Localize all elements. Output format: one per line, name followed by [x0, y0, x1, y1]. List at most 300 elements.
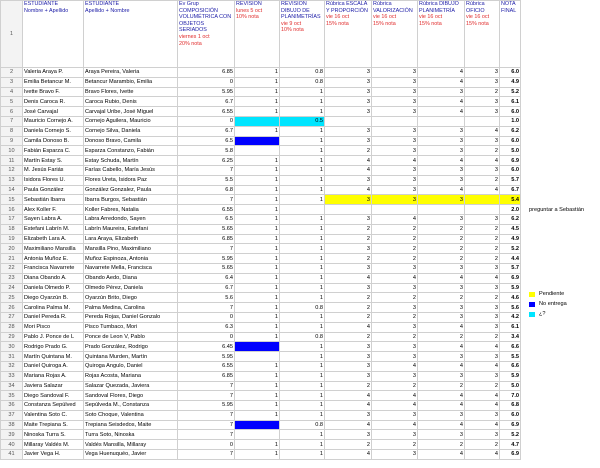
- cell-review[interactable]: 1: [235, 165, 280, 175]
- cell-composition[interactable]: 7: [178, 450, 235, 460]
- cell-name[interactable]: Mori Pisco: [23, 322, 84, 332]
- cell-review[interactable]: 1: [235, 185, 280, 195]
- cell-planimetry[interactable]: 3: [418, 352, 465, 362]
- cell-final[interactable]: 4.6: [500, 293, 521, 303]
- cell-planimetry[interactable]: 3: [418, 263, 465, 273]
- cell-scale[interactable]: 4: [325, 391, 372, 401]
- cell-name[interactable]: Mariana Rojas A.: [23, 371, 84, 381]
- legend-item-pending[interactable]: [529, 291, 564, 297]
- row-number[interactable]: 5: [1, 97, 23, 107]
- cell-name[interactable]: Sebastián Ibarra: [23, 195, 84, 205]
- cell-final[interactable]: 4.2: [500, 312, 521, 322]
- cell-name[interactable]: Camila Donoso B.: [23, 136, 84, 146]
- cell-planimetry[interactable]: 4: [418, 273, 465, 283]
- cell-surname[interactable]: Oyarzún Brito, Diego: [84, 293, 178, 303]
- cell-planimetry[interactable]: 2: [418, 381, 465, 391]
- cell-final[interactable]: 4.7: [500, 440, 521, 450]
- row-number[interactable]: 23: [1, 273, 23, 283]
- row-number[interactable]: 13: [1, 175, 23, 185]
- cell-planimetry[interactable]: 2: [418, 293, 465, 303]
- row-number[interactable]: 11: [1, 156, 23, 166]
- cell-name[interactable]: Emilia Betancur M.: [23, 77, 84, 87]
- cell-name[interactable]: Martín Quintana M.: [23, 352, 84, 362]
- cell-scale[interactable]: 3: [325, 371, 372, 381]
- cell-name[interactable]: Valentina Soto C.: [23, 410, 84, 420]
- row-number[interactable]: 17: [1, 214, 23, 224]
- row-number[interactable]: 14: [1, 185, 23, 195]
- cell-final[interactable]: 5.9: [500, 371, 521, 381]
- cell-scale[interactable]: 3: [325, 107, 372, 117]
- row-number[interactable]: 19: [1, 234, 23, 244]
- cell-final[interactable]: 6.0: [500, 107, 521, 117]
- cell-surname[interactable]: Cornejo Aguilera, Mauricio: [84, 116, 178, 126]
- cell-planimetry[interactable]: 4: [418, 68, 465, 78]
- cell-review-drawing[interactable]: 1: [280, 224, 325, 234]
- cell-oficio[interactable]: 3: [465, 352, 500, 362]
- cell-scale[interactable]: 4: [325, 165, 372, 175]
- cell-planimetry[interactable]: 4: [418, 156, 465, 166]
- cell-final[interactable]: 5.6: [500, 303, 521, 313]
- cell-surname[interactable]: Navarrete Mella, Francisca: [84, 263, 178, 273]
- cell-review-drawing[interactable]: 1: [280, 410, 325, 420]
- cell-review-drawing[interactable]: 1: [280, 244, 325, 254]
- cell-review-drawing[interactable]: 1: [280, 391, 325, 401]
- cell-scale[interactable]: 3: [325, 352, 372, 362]
- cell-final[interactable]: 5.2: [500, 430, 521, 440]
- cell-composition[interactable]: 0: [178, 332, 235, 342]
- row-number[interactable]: 18: [1, 224, 23, 234]
- row-number[interactable]: 12: [1, 165, 23, 175]
- cell-oficio[interactable]: 3: [465, 312, 500, 322]
- cell-name[interactable]: Carolina Palma M.: [23, 303, 84, 313]
- cell-review[interactable]: 1: [235, 244, 280, 254]
- cell-valorization[interactable]: 2: [372, 332, 418, 342]
- cell-composition[interactable]: 6.7: [178, 283, 235, 293]
- cell-name[interactable]: Elizabeth Lara A.: [23, 234, 84, 244]
- cell-planimetry[interactable]: 3: [418, 165, 465, 175]
- cell-review[interactable]: [235, 146, 280, 156]
- cell-scale[interactable]: 3: [325, 410, 372, 420]
- cell-composition[interactable]: 6.3: [178, 322, 235, 332]
- cell-planimetry[interactable]: 3: [418, 87, 465, 97]
- cell-final[interactable]: 6.0: [500, 136, 521, 146]
- cell-surname[interactable]: Mansilla Pino, Maximiliano: [84, 244, 178, 254]
- cell-review[interactable]: 1: [235, 440, 280, 450]
- cell-review-drawing[interactable]: 1: [280, 312, 325, 322]
- cell-oficio[interactable]: 3: [465, 303, 500, 313]
- cell-scale[interactable]: 4: [325, 156, 372, 166]
- cell-review-drawing[interactable]: 1: [280, 371, 325, 381]
- row-number[interactable]: 39: [1, 430, 23, 440]
- cell-name[interactable]: Maite Trepiana S.: [23, 420, 84, 430]
- cell-oficio[interactable]: 4: [465, 273, 500, 283]
- cell-final[interactable]: 2.0: [500, 205, 521, 215]
- cell-composition[interactable]: 0: [178, 440, 235, 450]
- cell-valorization[interactable]: 3: [372, 410, 418, 420]
- cell-surname[interactable]: Soto Choque, Valentina: [84, 410, 178, 420]
- row-number[interactable]: 41: [1, 450, 23, 460]
- header-cell-name[interactable]: [23, 1, 84, 68]
- cell-review-drawing[interactable]: 1: [280, 126, 325, 136]
- cell-review[interactable]: 1: [235, 136, 280, 146]
- row-number[interactable]: 29: [1, 332, 23, 342]
- cell-name[interactable]: Daniela Cornejo S.: [23, 126, 84, 136]
- cell-valorization[interactable]: 3: [372, 185, 418, 195]
- cell-composition[interactable]: 5.95: [178, 401, 235, 411]
- row-number[interactable]: 7: [1, 116, 23, 126]
- cell-surname[interactable]: Betancur Marambio, Emilia: [84, 77, 178, 87]
- cell-surname[interactable]: Koller Fabres, Natalia: [84, 205, 178, 215]
- cell-composition[interactable]: 0: [178, 116, 235, 126]
- cell-final[interactable]: 5.7: [500, 263, 521, 273]
- cell-oficio[interactable]: 3: [465, 165, 500, 175]
- cell-review-drawing[interactable]: 1: [280, 254, 325, 264]
- cell-scale[interactable]: 2: [325, 332, 372, 342]
- cell-composition[interactable]: 5.6: [178, 293, 235, 303]
- cell-name[interactable]: Javiera Salazar: [23, 381, 84, 391]
- cell-oficio[interactable]: 2: [465, 293, 500, 303]
- cell-review-drawing[interactable]: 1: [280, 165, 325, 175]
- cell-planimetry[interactable]: 3: [418, 303, 465, 313]
- cell-surname[interactable]: Bravo Flores, Ivette: [84, 87, 178, 97]
- cell-composition[interactable]: 5.95: [178, 87, 235, 97]
- cell-oficio[interactable]: 2: [465, 254, 500, 264]
- cell-composition[interactable]: 6.45: [178, 342, 235, 352]
- cell-final[interactable]: 6.9: [500, 273, 521, 283]
- cell-review[interactable]: 1: [235, 263, 280, 273]
- cell-oficio[interactable]: [465, 205, 500, 215]
- cell-final[interactable]: 5.0: [500, 146, 521, 156]
- cell-planimetry[interactable]: 3: [418, 195, 465, 205]
- cell-surname[interactable]: Trepiana Seisdedos, Maite: [84, 420, 178, 430]
- cell-valorization[interactable]: 3: [372, 126, 418, 136]
- cell-scale[interactable]: 3: [325, 283, 372, 293]
- cell-scale[interactable]: [325, 205, 372, 215]
- cell-final[interactable]: 6.2: [500, 214, 521, 224]
- cell-oficio[interactable]: 2: [465, 381, 500, 391]
- row-number[interactable]: 22: [1, 263, 23, 273]
- cell-name[interactable]: Diana Obando A.: [23, 273, 84, 283]
- cell-review[interactable]: 1: [235, 77, 280, 87]
- cell-final[interactable]: 6.0: [500, 165, 521, 175]
- cell-composition[interactable]: 7: [178, 244, 235, 254]
- cell-valorization[interactable]: 3: [372, 136, 418, 146]
- cell-composition[interactable]: 7: [178, 165, 235, 175]
- cell-oficio[interactable]: [465, 116, 500, 126]
- row-number[interactable]: 25: [1, 293, 23, 303]
- cell-composition[interactable]: 7: [178, 303, 235, 313]
- cell-surname[interactable]: Sandoval Flores, Diego: [84, 391, 178, 401]
- row-number[interactable]: 10: [1, 146, 23, 156]
- cell-oficio[interactable]: 4: [465, 126, 500, 136]
- cell-scale[interactable]: 2: [325, 381, 372, 391]
- cell-oficio[interactable]: 4: [465, 450, 500, 460]
- cell-review[interactable]: 1: [235, 254, 280, 264]
- cell-valorization[interactable]: 3: [372, 450, 418, 460]
- row-number[interactable]: 30: [1, 342, 23, 352]
- cell-review[interactable]: 1: [235, 361, 280, 371]
- row-number[interactable]: 8: [1, 126, 23, 136]
- cell-valorization[interactable]: 2: [372, 254, 418, 264]
- row-number[interactable]: 26: [1, 303, 23, 313]
- cell-composition[interactable]: 6.5: [178, 136, 235, 146]
- row-number[interactable]: 32: [1, 361, 23, 371]
- cell-review-drawing[interactable]: 1: [280, 175, 325, 185]
- cell-final[interactable]: 5.5: [500, 352, 521, 362]
- cell-scale[interactable]: 2: [325, 293, 372, 303]
- cell-review-drawing[interactable]: 1: [280, 263, 325, 273]
- cell-valorization[interactable]: 3: [372, 165, 418, 175]
- cell-surname[interactable]: Valdés Mansilla, Millaray: [84, 440, 178, 450]
- cell-final[interactable]: 6.0: [500, 68, 521, 78]
- header-cell-oficio[interactable]: [465, 1, 500, 68]
- cell-final[interactable]: 6.9: [500, 156, 521, 166]
- cell-name[interactable]: Ivette Bravo F.: [23, 87, 84, 97]
- row-number[interactable]: 4: [1, 87, 23, 97]
- cell-valorization[interactable]: 4: [372, 273, 418, 283]
- cell-valorization[interactable]: 3: [372, 342, 418, 352]
- cell-oficio[interactable]: 4: [465, 420, 500, 430]
- cell-scale[interactable]: 3: [325, 214, 372, 224]
- cell-scale[interactable]: 3: [325, 244, 372, 254]
- cell-valorization[interactable]: 3: [372, 322, 418, 332]
- cell-review[interactable]: 1: [235, 332, 280, 342]
- cell-review-drawing[interactable]: 0.8: [280, 68, 325, 78]
- cell-oficio[interactable]: 2: [465, 175, 500, 185]
- row-number[interactable]: 21: [1, 254, 23, 264]
- legend-item-no-delivery[interactable]: [529, 301, 567, 307]
- row-number[interactable]: 9: [1, 136, 23, 146]
- cell-valorization[interactable]: 3: [372, 107, 418, 117]
- legend-item-unknown[interactable]: [529, 311, 546, 317]
- header-cell-valorization[interactable]: [372, 1, 418, 68]
- cell-name[interactable]: Javier Vega H.: [23, 450, 84, 460]
- row-number[interactable]: 3: [1, 77, 23, 87]
- cell-oficio[interactable]: 3: [465, 430, 500, 440]
- cell-review[interactable]: 1: [235, 391, 280, 401]
- header-cell-review[interactable]: [235, 1, 280, 68]
- cell-valorization[interactable]: 3: [372, 146, 418, 156]
- cell-valorization[interactable]: 3: [372, 87, 418, 97]
- cell-final[interactable]: 6.1: [500, 322, 521, 332]
- cell-surname[interactable]: Quiroga Angulo, Daniel: [84, 361, 178, 371]
- cell-review-drawing[interactable]: 1: [280, 322, 325, 332]
- cell-final[interactable]: 6.2: [500, 126, 521, 136]
- cell-final[interactable]: 5.4: [500, 195, 521, 205]
- cell-name[interactable]: Estefani Labrín M.: [23, 224, 84, 234]
- cell-composition[interactable]: 6.4: [178, 273, 235, 283]
- cell-surname[interactable]: Rojas Acosta, Mariana: [84, 371, 178, 381]
- cell-composition[interactable]: 7: [178, 420, 235, 430]
- cell-valorization[interactable]: 4: [372, 361, 418, 371]
- cell-final[interactable]: 3.4: [500, 332, 521, 342]
- cell-review-drawing[interactable]: 1: [280, 450, 325, 460]
- row-number[interactable]: 6: [1, 107, 23, 117]
- cell-surname[interactable]: Quintana Murden, Martín: [84, 352, 178, 362]
- row-number[interactable]: 15: [1, 195, 23, 205]
- cell-scale[interactable]: 2: [325, 440, 372, 450]
- header-cell-composition[interactable]: [178, 1, 235, 68]
- cell-composition[interactable]: 5.8: [178, 146, 235, 156]
- cell-scale[interactable]: 2: [325, 254, 372, 264]
- cell-surname[interactable]: Carvajal Uribe, José Miguel: [84, 107, 178, 117]
- cell-final[interactable]: 4.9: [500, 77, 521, 87]
- cell-planimetry[interactable]: 2: [418, 244, 465, 254]
- row-number[interactable]: 24: [1, 283, 23, 293]
- cell-planimetry[interactable]: 3: [418, 283, 465, 293]
- cell-oficio[interactable]: [465, 195, 500, 205]
- cell-composition[interactable]: 7: [178, 195, 235, 205]
- cell-review-drawing[interactable]: 0.5: [280, 116, 325, 126]
- cell-planimetry[interactable]: 4: [418, 97, 465, 107]
- cell-name[interactable]: Valeria Araya P.: [23, 68, 84, 78]
- cell-review[interactable]: 1: [235, 322, 280, 332]
- cell-composition[interactable]: 5.65: [178, 224, 235, 234]
- cell-oficio[interactable]: 4: [465, 156, 500, 166]
- cell-name[interactable]: Denis Caroca R.: [23, 97, 84, 107]
- cell-name[interactable]: Constanza Sepúlved: [23, 401, 84, 411]
- cell-final[interactable]: 6.1: [500, 97, 521, 107]
- cell-oficio[interactable]: 3: [465, 77, 500, 87]
- cell-scale[interactable]: 3: [325, 361, 372, 371]
- cell-review-drawing[interactable]: 1: [280, 97, 325, 107]
- cell-scale[interactable]: 3: [325, 126, 372, 136]
- cell-name[interactable]: Mauricio Cornejo A.: [23, 116, 84, 126]
- cell-planimetry[interactable]: 4: [418, 361, 465, 371]
- cell-planimetry[interactable]: 4: [418, 185, 465, 195]
- cell-review-drawing[interactable]: 1: [280, 156, 325, 166]
- row-number[interactable]: 1: [1, 1, 23, 68]
- cell-valorization[interactable]: 4: [372, 420, 418, 430]
- cell-valorization[interactable]: 2: [372, 244, 418, 254]
- cell-review-drawing[interactable]: 0.8: [280, 420, 325, 430]
- cell-scale[interactable]: 3: [325, 175, 372, 185]
- cell-review[interactable]: 1: [235, 205, 280, 215]
- cell-name[interactable]: Daniel Pereda R.: [23, 312, 84, 322]
- cell-valorization[interactable]: 4: [372, 156, 418, 166]
- cell-composition[interactable]: 6.85: [178, 371, 235, 381]
- cell-oficio[interactable]: 4: [465, 185, 500, 195]
- cell-composition[interactable]: 6.7: [178, 97, 235, 107]
- cell-scale[interactable]: 4: [325, 420, 372, 430]
- cell-valorization[interactable]: 4: [372, 401, 418, 411]
- cell-oficio[interactable]: 2: [465, 244, 500, 254]
- cell-review[interactable]: 1: [235, 420, 280, 430]
- cell-oficio[interactable]: 2: [465, 440, 500, 450]
- cell-review-drawing[interactable]: 1: [280, 146, 325, 156]
- cell-review[interactable]: 1: [235, 273, 280, 283]
- row-number[interactable]: 2: [1, 68, 23, 78]
- cell-surname[interactable]: Donoso Bravo, Camila: [84, 136, 178, 146]
- cell-scale[interactable]: 3: [325, 136, 372, 146]
- cell-planimetry[interactable]: 3: [418, 146, 465, 156]
- cell-review[interactable]: 1: [235, 410, 280, 420]
- cell-valorization[interactable]: 4: [372, 214, 418, 224]
- cell-composition[interactable]: 0: [178, 312, 235, 322]
- cell-oficio[interactable]: 3: [465, 263, 500, 273]
- row-number[interactable]: 34: [1, 381, 23, 391]
- cell-planimetry[interactable]: 3: [418, 312, 465, 322]
- cell-review[interactable]: 1: [235, 371, 280, 381]
- row-number[interactable]: 27: [1, 312, 23, 322]
- cell-final[interactable]: 5.9: [500, 283, 521, 293]
- cell-name[interactable]: Daniela Olmedo P.: [23, 283, 84, 293]
- row-number[interactable]: 36: [1, 401, 23, 411]
- cell-valorization[interactable]: 3: [372, 371, 418, 381]
- cell-planimetry[interactable]: 3: [418, 371, 465, 381]
- cell-scale[interactable]: 4: [325, 273, 372, 283]
- cell-review[interactable]: [235, 430, 280, 440]
- cell-composition[interactable]: 5.5: [178, 175, 235, 185]
- cell-final[interactable]: 6.9: [500, 450, 521, 460]
- cell-valorization[interactable]: 2: [372, 234, 418, 244]
- cell-oficio[interactable]: 3: [465, 410, 500, 420]
- cell-review-drawing[interactable]: 1: [280, 107, 325, 117]
- cell-name[interactable]: Sayen Labra A.: [23, 214, 84, 224]
- cell-valorization[interactable]: [372, 116, 418, 126]
- cell-scale[interactable]: 3: [325, 263, 372, 273]
- cell-surname[interactable]: Estay Schuda, Martín: [84, 156, 178, 166]
- cell-planimetry[interactable]: 4: [418, 322, 465, 332]
- cell-review-drawing[interactable]: 1: [280, 430, 325, 440]
- cell-planimetry[interactable]: 3: [418, 126, 465, 136]
- cell-review[interactable]: 1: [235, 214, 280, 224]
- header-cell-final[interactable]: [500, 1, 521, 68]
- cell-surname[interactable]: Caroca Rubio, Denis: [84, 97, 178, 107]
- cell-surname[interactable]: Salazar Quezada, Javiera: [84, 381, 178, 391]
- cell-final[interactable]: 7.0: [500, 391, 521, 401]
- cell-name[interactable]: Paula González: [23, 185, 84, 195]
- cell-valorization[interactable]: 3: [372, 68, 418, 78]
- cell-surname[interactable]: González Gonzalez, Paula: [84, 185, 178, 195]
- cell-oficio[interactable]: 4: [465, 391, 500, 401]
- cell-surname[interactable]: Muñoz Espinoza, Antonia: [84, 254, 178, 264]
- cell-valorization[interactable]: 3: [372, 77, 418, 87]
- cell-review[interactable]: 1: [235, 175, 280, 185]
- cell-review[interactable]: 1: [235, 156, 280, 166]
- cell-review[interactable]: 1: [235, 381, 280, 391]
- cell-name[interactable]: Diego Oyarzún B.: [23, 293, 84, 303]
- cell-scale[interactable]: 2: [325, 224, 372, 234]
- cell-surname[interactable]: Palma Medina, Carolina: [84, 303, 178, 313]
- cell-final[interactable]: 4.4: [500, 254, 521, 264]
- cell-composition[interactable]: 6.7: [178, 126, 235, 136]
- cell-valorization[interactable]: 3: [372, 175, 418, 185]
- cell-final[interactable]: 5.2: [500, 244, 521, 254]
- cell-review-drawing[interactable]: 1: [280, 440, 325, 450]
- cell-name[interactable]: Isidora Flores U.: [23, 175, 84, 185]
- cell-final[interactable]: 5.2: [500, 87, 521, 97]
- row-number[interactable]: 38: [1, 420, 23, 430]
- cell-surname[interactable]: Prado González, Rodrigo: [84, 342, 178, 352]
- cell-scale[interactable]: 3: [325, 87, 372, 97]
- cell-planimetry[interactable]: 4: [418, 420, 465, 430]
- cell-composition[interactable]: 6.5: [178, 214, 235, 224]
- cell-final[interactable]: 6.9: [500, 420, 521, 430]
- cell-surname[interactable]: Ibarra Burgos, Sebastián: [84, 195, 178, 205]
- cell-oficio[interactable]: 3: [465, 214, 500, 224]
- cell-scale[interactable]: 4: [325, 450, 372, 460]
- cell-valorization[interactable]: 3: [372, 195, 418, 205]
- cell-planimetry[interactable]: [418, 205, 465, 215]
- cell-oficio[interactable]: 3: [465, 371, 500, 381]
- cell-valorization[interactable]: 2: [372, 293, 418, 303]
- cell-composition[interactable]: 5.95: [178, 254, 235, 264]
- cell-surname[interactable]: Labrín Maureira, Estefani: [84, 224, 178, 234]
- cell-surname[interactable]: Farías Cabello, María Jesús: [84, 165, 178, 175]
- cell-valorization[interactable]: 3: [372, 430, 418, 440]
- cell-review-drawing[interactable]: 1: [280, 87, 325, 97]
